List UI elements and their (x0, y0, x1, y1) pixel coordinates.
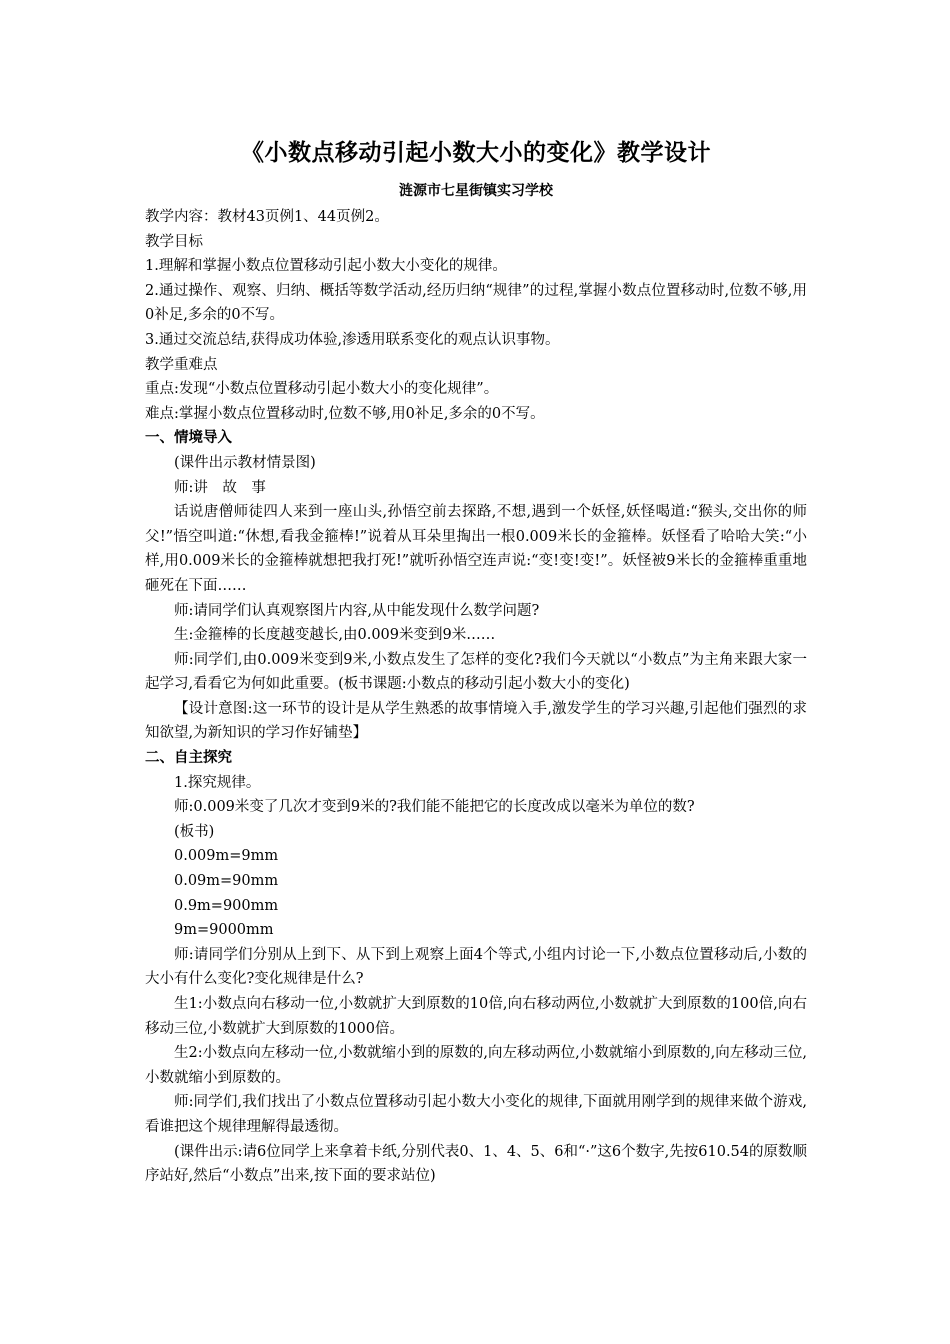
equation: 0.009m=9mm (174, 848, 279, 865)
paragraph: 师:请同学们分别从上到下、从下到上观察上面4个等式,小组内讨论一下,小数点位置移动后,小数的大小有什么变化?变化规律是什么? (145, 946, 807, 988)
document-body (145, 138, 807, 1189)
paragraph: 生:金箍棒的长度越变越长,由0.009米变到9米…… (174, 627, 496, 644)
document-title: 《小数点移动引起小数大小的变化》教学设计 (241, 139, 711, 166)
paragraph: 师:请同学们认真观察图片内容,从中能发现什么数学问题? (174, 602, 540, 619)
paragraph: (课件出示:请6位同学上来拿着卡纸,分别代表0、1、4、5、6和“·”这6个数字,先按610.54的原数顺序站好,然后“小数点”出来,按下面的要求站位) (145, 1143, 808, 1185)
paragraph: 生2:小数点向左移动一位,小数就缩小到的原数的,向左移动两位,小数就缩小到原数的,向左移动三位,小数就缩小到原数的。 (145, 1045, 807, 1086)
difficulty-point: 难点:掌握小数点位置移动时,位数不够,用0补足,多余的0不写。 (145, 405, 545, 422)
keypoints-heading: 教学重难点 (145, 356, 218, 373)
goal-1: 1.理解和掌握小数点位置移动引起小数大小变化的规律。 (145, 258, 507, 275)
design-intent-note: 【设计意图:这一环节的设计是从学生熟悉的故事情境入手,激发学生的学习兴趣,引起他们强烈的求知欲望,为新知识的学习作好铺垫】 (145, 700, 807, 742)
paragraph: 生1:小数点向右移动一位,小数就扩大到原数的10倍,向右移动两位,小数就扩大到原数的100倍,向右移动三位,小数就扩大到原数的1000倍。 (145, 996, 807, 1037)
section-1-heading: 一、情境导入 (145, 429, 232, 447)
paragraph: (课件出示教材情景图) (174, 454, 316, 471)
section-2-heading: 二、自主探究 (145, 749, 232, 767)
equation: 0.9m=900mm (174, 897, 279, 914)
school-name: 涟源市七星街镇实习学校 (399, 183, 553, 199)
equation: 9m=9000mm (174, 922, 274, 939)
paragraph: 师:同学们,由0.009米变到9米,小数点发生了怎样的变化?我们今天就以“小数点”为主角来跟大家一起学习,看看它为何如此重要。(板书课题:小数点的移动引起小数大小的变化) (145, 651, 807, 693)
paragraph: (板书) (174, 823, 215, 840)
content-line: 教学内容：教材43页例1、44页例2。 (145, 209, 389, 225)
equation: 0.09m=90mm (174, 873, 279, 890)
story-paragraph: 话说唐僧师徒四人来到一座山头,孙悟空前去探路,不想,遇到一个妖怪,妖怪喝道:“猴头,交出你的师父!”悟空叫道:“休想,看我金箍棒!”说着从耳朵里掏出一根0.009米长的金箍棒。妖怪看了哈哈大笑:“小样,用0.009米长的金箍棒就想把我打死!”就听孙悟空连声说:“变!变!变!”。妖怪被9米长的金箍棒重重地砸死在下面…… (145, 504, 807, 594)
goal-2: 2.通过操作、观察、归纳、概括等数学活动,经历归纳“规律”的过程,掌握小数点位置移动时,位数不够,用0补足,多余的0不写。 (145, 282, 807, 324)
key-point: 重点:发现“小数点位置移动引起小数大小的变化规律”。 (145, 381, 499, 398)
goal-3: 3.通过交流总结,获得成功体验,渗透用联系变化的观点认识事物。 (145, 331, 560, 348)
paragraph: 师:0.009米变了几次才变到9米的?我们能不能把它的长度改成以毫米为单位的数? (174, 799, 695, 816)
goals-heading: 教学目标 (145, 233, 203, 250)
paragraph: 1.探究规律。 (174, 774, 261, 791)
paragraph: 师:讲 故 事 (174, 479, 266, 496)
paragraph: 师:同学们,我们找出了小数点位置移动引起小数大小变化的规律,下面就用刚学到的规律来做个游戏,看谁把这个规律理解得最透彻。 (145, 1094, 807, 1135)
